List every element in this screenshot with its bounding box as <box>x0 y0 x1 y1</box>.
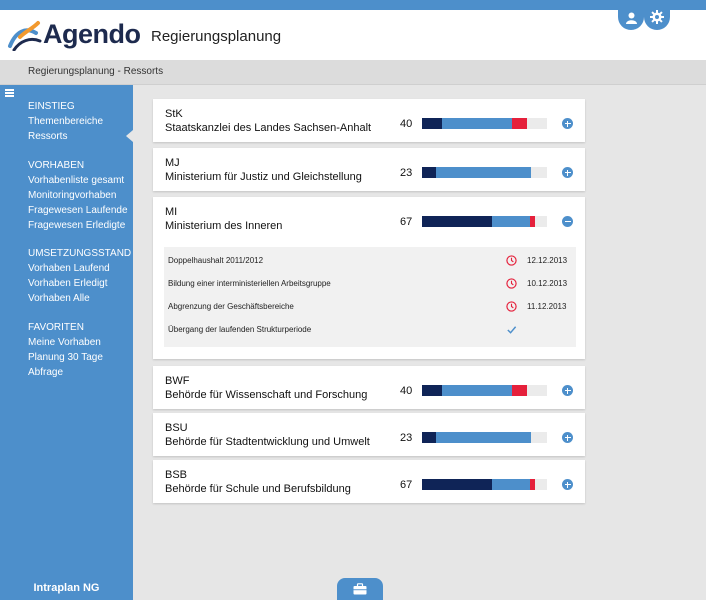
progress-bar <box>422 385 547 396</box>
ressort-name: Behörde für Stadtentwicklung und Umwelt <box>165 436 370 448</box>
sidebar <box>0 85 133 600</box>
ressort-card-mi[interactable] <box>153 197 585 359</box>
breadcrumb: Regierungsplanung - Ressorts <box>28 66 164 77</box>
sidebar-item-vorhaben-alle[interactable]: Vorhaben Alle <box>28 293 90 304</box>
ressort-name: Behörde für Schule und Berufsbildung <box>165 483 351 495</box>
progress-bar <box>422 118 547 129</box>
expand-plus-icon[interactable] <box>562 118 573 129</box>
detail-date: 12.12.2013 <box>527 256 568 265</box>
progress-segment-red <box>530 479 535 490</box>
ressort-card-bsu[interactable] <box>153 413 585 456</box>
progress-segment-mid <box>442 118 512 129</box>
expand-plus-icon[interactable] <box>562 167 573 178</box>
progress-segment-mid <box>492 479 530 490</box>
user-icon <box>626 12 637 24</box>
ressort-count: 67 <box>400 216 413 228</box>
progress-segment-red <box>512 385 527 396</box>
clock-icon <box>506 255 517 266</box>
detail-date: 11.12.2013 <box>527 302 567 311</box>
progress-bar <box>422 167 547 178</box>
detail-row[interactable] <box>164 250 576 273</box>
agendo-logo-icon <box>6 19 42 51</box>
sidebar-item-fragewesen-erledigte[interactable]: Fragewesen Erledigte <box>28 220 126 231</box>
user-button[interactable] <box>618 0 644 30</box>
sidebar-group-favoriten <box>28 320 103 380</box>
progress-segment-dark <box>422 167 436 178</box>
active-item-indicator <box>126 130 133 142</box>
progress-segment-red <box>512 118 527 129</box>
sidebar-item-monitoringvorhaben[interactable]: Monitoringvorhaben <box>28 190 117 201</box>
progress-bar <box>422 432 547 443</box>
ressort-abbr: StK <box>165 108 183 120</box>
detail-title: Bildung einer interministeriellen Arbeitsgruppe <box>168 279 331 288</box>
detail-row[interactable] <box>164 296 576 319</box>
ressort-count: 23 <box>400 167 413 179</box>
ressort-count: 40 <box>400 385 413 397</box>
ressort-count: 67 <box>400 479 413 491</box>
ressort-abbr: BSB <box>165 469 188 481</box>
progress-segment-mid <box>442 385 512 396</box>
ressort-name: Staatskanzlei des Landes Sachsen-Anhalt <box>165 122 372 134</box>
hamburger-menu-icon[interactable] <box>5 89 14 97</box>
progress-bar <box>422 479 547 490</box>
detail-title: Übergang der laufenden Strukturperiode <box>168 325 312 334</box>
ressort-card-mj[interactable] <box>153 148 585 191</box>
progress-segment-dark <box>422 479 492 490</box>
app-header <box>0 10 706 60</box>
expand-plus-icon[interactable] <box>562 432 573 443</box>
logo-text: Agendo <box>43 19 141 49</box>
sidebar-item-vorhaben-erledigt[interactable]: Vorhaben Erledigt <box>28 278 108 289</box>
progress-segment-mid <box>436 432 531 443</box>
progress-segment-dark <box>422 385 442 396</box>
checkmark-icon <box>506 324 517 335</box>
ressort-abbr: BSU <box>165 422 188 434</box>
briefcase-icon <box>353 583 367 595</box>
sidebar-group-heading[interactable]: VORHABEN <box>28 160 85 171</box>
ressort-card-stk[interactable] <box>153 99 585 142</box>
clock-icon <box>506 278 517 289</box>
bottom-tab[interactable] <box>337 578 383 600</box>
ressort-abbr: MJ <box>165 157 180 169</box>
expand-plus-icon[interactable] <box>562 479 573 490</box>
detail-title: Doppelhaushalt 2011/2012 <box>168 256 264 265</box>
sidebar-item-fragewesen-laufende[interactable]: Fragewesen Laufende <box>28 205 128 216</box>
sidebar-footer: Intraplan NG <box>33 582 100 594</box>
sidebar-item-meine-vorhaben[interactable]: Meine Vorhaben <box>28 337 101 348</box>
breadcrumb-bar <box>0 60 706 85</box>
sidebar-item-ressorts[interactable]: Ressorts <box>28 131 68 142</box>
sidebar-group-heading[interactable]: UMSETZUNGSSTAND <box>28 248 132 259</box>
ressort-name: Ministerium für Justiz und Gleichstellung <box>165 171 362 183</box>
ressort-abbr: MI <box>165 206 178 218</box>
ressort-card-bwf[interactable] <box>153 366 585 409</box>
progress-segment-red <box>530 216 535 227</box>
app-title: Regierungsplanung <box>151 28 282 45</box>
detail-row[interactable] <box>164 319 576 342</box>
expand-plus-icon[interactable] <box>562 385 573 396</box>
sidebar-item-vorhabenliste-gesamt[interactable]: Vorhabenliste gesamt <box>28 175 125 186</box>
sidebar-group-vorhaben <box>28 158 128 233</box>
progress-segment-mid <box>492 216 530 227</box>
sidebar-group-einstieg <box>28 99 103 144</box>
collapse-minus-icon[interactable] <box>562 216 573 227</box>
detail-row[interactable] <box>164 273 576 296</box>
gear-icon <box>650 10 664 24</box>
progress-segment-dark <box>422 118 442 129</box>
settings-button[interactable] <box>644 0 670 30</box>
sidebar-item-vorhaben-laufend[interactable]: Vorhaben Laufend <box>28 263 110 274</box>
progress-segment-dark <box>422 432 436 443</box>
top-strip <box>0 0 706 10</box>
ressort-count: 40 <box>400 118 413 130</box>
sidebar-item-planung-30-tage[interactable]: Planung 30 Tage <box>28 352 103 363</box>
progress-bar <box>422 216 547 227</box>
sidebar-group-heading[interactable]: EINSTIEG <box>28 101 75 112</box>
detail-date: 10.12.2013 <box>527 279 568 288</box>
ressort-card-bsb[interactable] <box>153 460 585 503</box>
progress-segment-mid <box>436 167 531 178</box>
ressort-name: Ministerium des Inneren <box>165 220 283 232</box>
ressort-abbr: BWF <box>165 375 190 387</box>
clock-icon <box>506 301 517 312</box>
detail-title: Abgrenzung der Geschäftsbereiche <box>168 302 294 311</box>
ressort-count: 23 <box>400 432 413 444</box>
ressort-name: Behörde für Wissenschaft und Forschung <box>165 389 368 401</box>
detail-list <box>164 247 576 347</box>
sidebar-item-abfrage[interactable]: Abfrage <box>28 367 64 378</box>
sidebar-item-themenbereiche[interactable]: Themenbereiche <box>28 116 104 127</box>
sidebar-group-umsetzungsstand <box>28 246 131 306</box>
progress-segment-dark <box>422 216 492 227</box>
sidebar-group-heading[interactable]: FAVORITEN <box>28 322 84 333</box>
